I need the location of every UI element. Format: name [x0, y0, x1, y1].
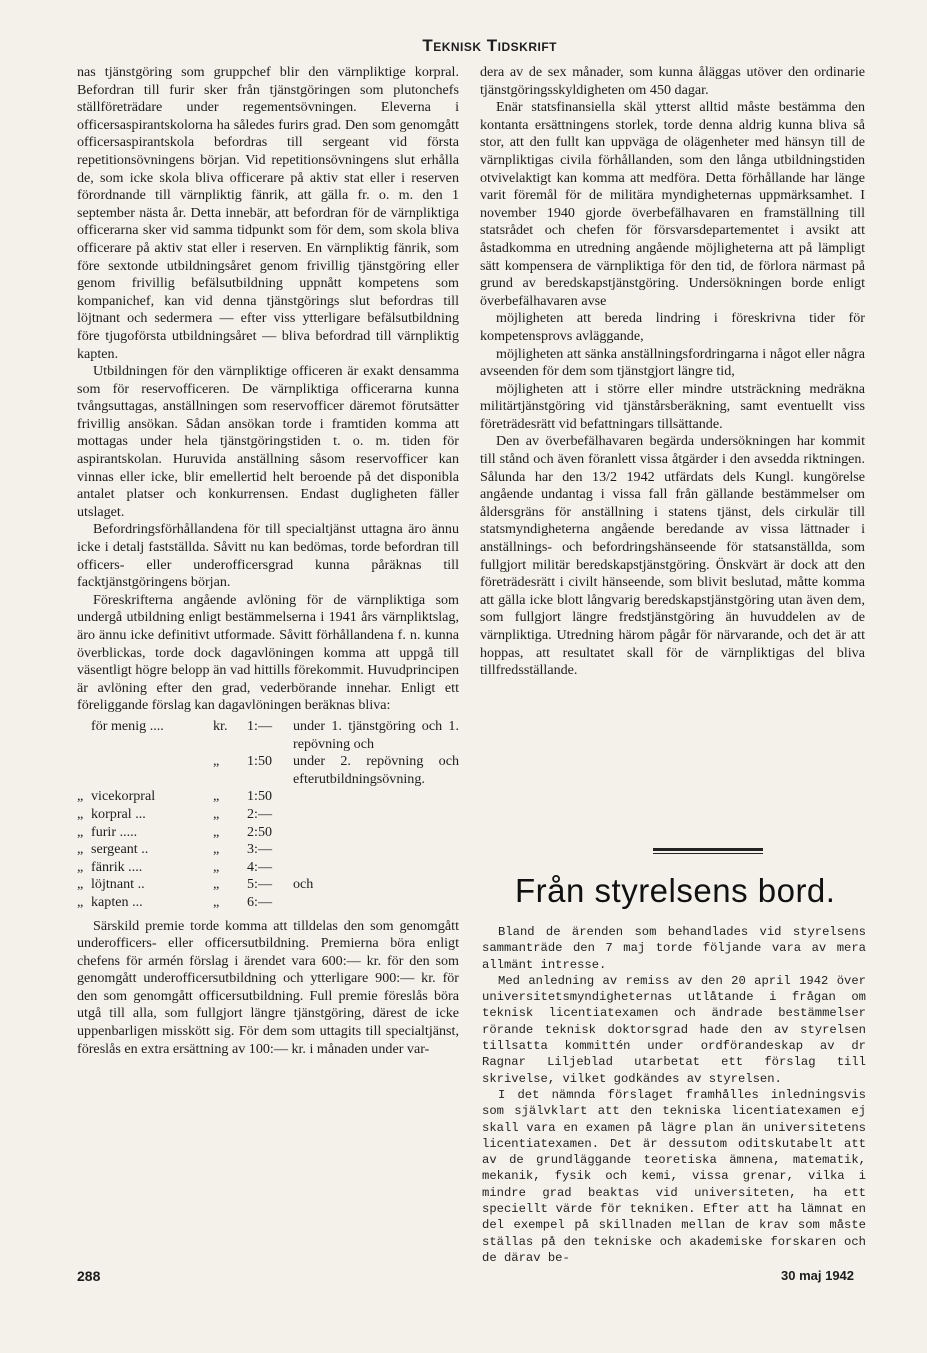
section-title: Från styrelsens bord.	[515, 872, 836, 909]
pay-ditto: „	[77, 876, 84, 893]
pay-currency: „	[213, 841, 220, 858]
right-paragraph: möjligheten att bereda lindring i föreskrivna tider för kompetensprovs avläggande,	[480, 310, 865, 344]
pay-row	[77, 859, 459, 877]
pay-currency: kr.	[213, 717, 228, 734]
pay-note	[293, 894, 459, 912]
pay-currency: „	[213, 753, 220, 770]
pay-currency: „	[213, 823, 220, 840]
pay-currency: „	[213, 876, 220, 893]
pay-ditto	[77, 753, 91, 788]
pay-ditto: „	[77, 841, 84, 858]
pay-currency: „	[213, 788, 220, 805]
pay-note: under 2. repövning och efterutbildningsövning.	[293, 753, 459, 787]
page-number: 288	[77, 1268, 101, 1284]
right-paragraph: möjligheten att sänka anställningsfordringarna i något eller några avseenden för dem som tjänstgjort längre tid,	[480, 345, 865, 380]
pay-rank: vicekorpral	[91, 788, 156, 805]
section-paragraph: Bland de ärenden som behandlades vid styrelsens sammanträde den 7 maj torde följande vara av mera allmänt intresse.	[482, 925, 866, 972]
pay-rank: löjtnant ..	[91, 876, 145, 893]
issue-date: 30 maj 1942	[781, 1268, 855, 1283]
pay-note	[293, 806, 459, 824]
pay-row	[77, 841, 459, 859]
left-paragraph: nas tjänstgöring som gruppchef blir den värnpliktige korpral. Befordran till furir sker från tjänstgöringen som plutonchefs ställföreträdare under regementsövningen. Eleverna i officersaspirantskolorna ha således furirs grad. Den som genomgått officersaspirantskola befordras till sergeant vid första repetitionsövningens början. Vid repetitionsövningens slut erhålla de, som icke skola bliva officerare på aktiv stat eller i reserven förordnande till värnpliktig fänrik, att gälla fr. o. m. den 1 september nästa år. Detta innebär, att befordran för de värnpliktiga officerarna sker vid samma tidpunkt som för dem, som skola bliva officerare på aktiv stat eller i reserven. En värnpliktig fänrik, som före sextonde utbildningsåret genom frivillig tjänstgöring eller genom frivillig befälsutbildning uppnått kompetens som kompanichef, kan vid denna tjänstgörings slut befordras till löjtnant och sedermera — efter viss ytterligare befälsutbildning före tjugoförsta utbildningsåret — bliva befordrad till värnpliktig kapten.	[77, 64, 459, 362]
pay-amount: 1:50	[247, 753, 273, 770]
pay-note	[293, 824, 459, 842]
pay-amount: 2:50	[247, 823, 273, 840]
pay-note	[293, 788, 459, 806]
section-paragraph: Med anledning av remiss av den 20 april 1942 över universitetsmyndigheternas utlåtande i frågan om teknisk licentiatexamen och ändrade bestämmelser rörande teknisk doktorsgrad hade den av styrelsen tillsatta kommittén under ordförandeskap av dr Ragnar Liljeblad utarbetat ett förslag till skrivelse, vilket godkändes av styrelsen.	[482, 973, 866, 1086]
pay-currency: „	[213, 805, 220, 822]
pay-row	[77, 894, 459, 912]
section-divider	[653, 848, 763, 854]
pay-ditto: „	[77, 788, 84, 805]
pay-rank	[91, 753, 213, 788]
pay-currency: „	[213, 858, 220, 875]
pay-row	[77, 806, 459, 824]
pay-amount: 1:—	[247, 717, 273, 734]
pay-rank: för menig ....	[91, 717, 164, 734]
left-column	[77, 64, 459, 1058]
pay-amount: 3:—	[247, 841, 273, 858]
section-body	[482, 924, 866, 1266]
pay-row	[77, 788, 459, 806]
pay-rank: furir .....	[91, 823, 138, 840]
left-paragraph: Särskild premie torde komma att tilldelas den som genomgått underofficers- eller officersutbildning. Premierna böra enligt chefens för armén förslag i ärendet vara 600:— kr. för den som genomgått underofficersutbildning och ytterligare 900:— kr. för den som genomgått officersutbildning. Full premie föreslås böra utgå till alla, som fullgjort längre tjänstgöring, därest de icke uppenbarligen misskött sig. För dem som uttagits till specialtjänst, föreslås en extra ersättning av 100:— kr. i månaden under var-	[77, 917, 459, 1057]
pay-note: och	[293, 876, 314, 893]
pay-rank: sergeant ..	[91, 841, 149, 858]
left-paragraph: Befordringsförhållandena för till specialtjänst uttagna äro ännu icke i detalj fastställda. Såvitt nu kan bedömas, torde befordran till officers- eller underofficersgrad kunna påräknas till facktjänstgöringens början.	[77, 521, 459, 591]
pay-amount: 2:—	[247, 805, 273, 822]
pay-note: under 1. tjänstgöring och 1. repövning och	[293, 717, 459, 752]
right-paragraph: Den av överbefälhavaren begärda undersökningen har kommit till stånd och även föranlett vissa åtgärder i den avsedda riktningen. Sålunda har den 13/2 1942 utfärdats dels Kungl. kungörelse angående undantag i vissa fall från gällande bestämmelser om åldersgräns för anställning i statens tjänst, dels cirkulär till statsmyndigheterna angående beredande av vissa lättnader i anställnings- och befordringshänseende för statsanställda, som fullgjort militär beredskapstjänstgöring. Önskvärt är dock att den företrädesrätt i civilt hänseende, som blivit beslutad, måtte komma att gälla icke blott långvarig beredskapstjänstgöring utan även dem, som fullgjort längre fredstjänstgöring än huvuddelen av de värnpliktiga. Utredning härom pågår för närvarande, och det är att hoppas, att resultatet skall för de värnpliktigas del bliva tillfredsställande.	[480, 433, 865, 679]
pay-currency: „	[213, 893, 220, 910]
pay-row	[77, 718, 459, 753]
pay-rank: kapten ...	[91, 893, 143, 910]
pay-table	[77, 718, 459, 912]
pay-note	[293, 841, 459, 859]
right-paragraph: Enär statsfinansiella skäl ytterst alltid måste bestämma den kontanta ersättningens storlek, torde denna aldrig kunna bliva så stor, att den fullt kan uppväga de olägenheter med hänsyn till de värnpliktigas civila förhållanden, som den långa utbildningstiden otvivelaktigt kan komma att medföra. Detta förhållande har länge varit föremål för de militära myndigheternas uppmärksamhet. I november 1940 gjorde överbefälhavaren en framställning till statsrådet och chefen för försvarsdepartementet i avsikt att åstadkomma en utredning angående möjligheterna att på lämpligt sätt kompensera de värnpliktiga för den tid, de förlora närmast på grund av beredskapstjänstgöring. Undersökningen borde enligt överbefälhavaren avse	[480, 99, 865, 309]
left-paragraph: Föreskrifterna angående avlöning för de värnpliktiga som undergå utbildning enligt bestämmelserna i 1941 års värnpliktslag, äro ännu icke definitivt utformade. Såvitt förhållandena f. n. kunna överblickas, torde dock dagavlöningen komma att uppgå till väsentligt högre belopp än vad hittills förekommit. Huvudprincipen är avlöning efter den grad, vederbörande innehar. Enligt ett föreliggande förslag kan dagavlöningen beräknas bliva:	[77, 591, 459, 714]
pay-row	[77, 876, 459, 894]
pay-row	[77, 824, 459, 842]
pay-ditto: „	[77, 805, 84, 822]
right-column	[480, 64, 865, 680]
pay-ditto	[77, 718, 91, 753]
pay-amount: 6:—	[247, 893, 273, 910]
pay-row	[77, 753, 459, 788]
pay-ditto: „	[77, 858, 84, 875]
pay-amount: 1:50	[247, 788, 273, 805]
pay-ditto: „	[77, 893, 84, 910]
section-paragraph: I det nämnda förslaget framhålles inledningsvis som självklart att den tekniska licentiatexamen ej skall vara en examen på lägre plan än universitetens licentiatexamen. Det är dessutom oditskutabelt att av de grundläggande teoretiska ämnena, matematik, mekanik, fysik och kemi, vissa grenar, vilka i mindre grad beaktas vid universiteten, ha ett speciellt värde för tekniken. Efter att ha lämnat en del exempel på skillnaden mellan de krav som måste ställas på den tekniske och akademiske forskaren och de därav be-	[482, 1087, 866, 1265]
pay-rank: fänrik ....	[91, 858, 143, 875]
pay-amount: 4:—	[247, 858, 273, 875]
right-paragraph: dera av de sex månader, som kunna åläggas utöver den ordinarie tjänstgöringsskyldigheten om 450 dagar.	[480, 64, 865, 98]
left-paragraph: Utbildningen för den värnpliktige officeren är exakt densamma som för reservofficeren. De värnpliktiga officerarna kunna tvångsuttagas, anställningen som reservofficer däremot förutsätter frivillig ansökan. Sådan ansökan torde i framtiden komma att mottagas under hela tjänstgöringstiden t. o. m. tiden för aspirantskolan. Huruvida anställning såsom reservofficer kan vinnas eller icke, blir emellertid helt beroende på det disponibla antalet platser och konkurrensen. Endast dugligheten fäller utslaget.	[77, 363, 459, 520]
journal-header: Teknisk Tidskrift	[422, 36, 557, 55]
pay-amount: 5:—	[247, 876, 273, 893]
pay-note	[293, 859, 459, 877]
pay-ditto: „	[77, 823, 84, 840]
right-paragraph: möjligheten att i större eller mindre utsträckning medräkna militärtjänstgöring vid tjänstårsberäkning, samt eventuellt viss företrädesrätt vid befattningars tillsättande.	[480, 380, 865, 432]
pay-rank: korpral ...	[91, 805, 146, 822]
